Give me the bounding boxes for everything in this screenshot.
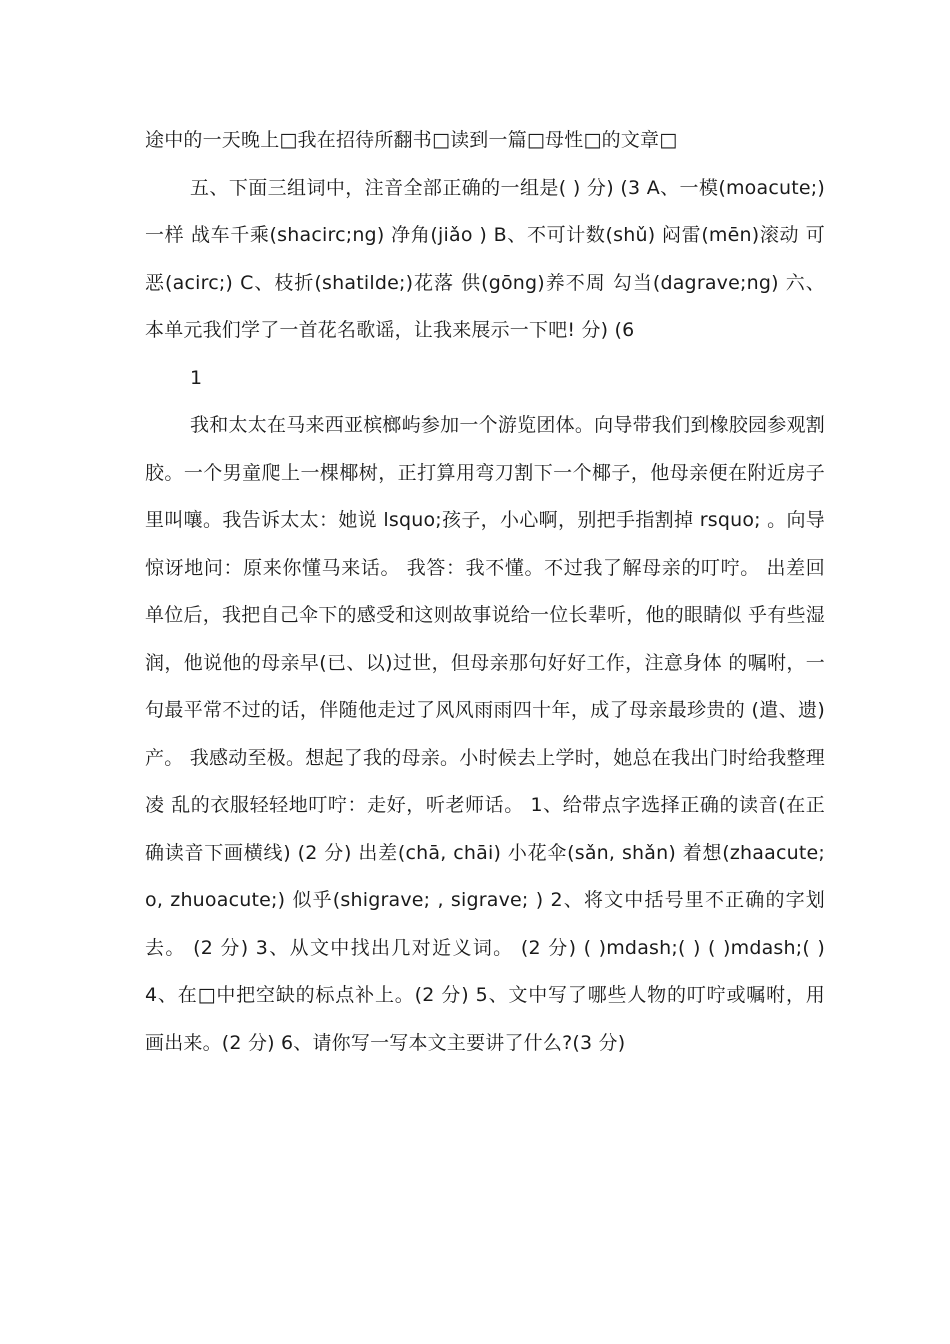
document-page	[145, 117, 825, 1067]
paragraph-reading-passage: 我和太太在马来西亚槟榔屿参加一个游览团体。向导带我们到橡胶园参观割胶。一个男童爬上一棵椰树，正打算用弯刀割下一个椰子，他母亲便在附近房子里叫嚷。我告诉太太：她说 lsquo;孩子，小心啊，别把手指割掉 rsquo; 。向导惊讶地问：原来你懂马来话。 我答：我不懂。不过我了解母亲的叮咛。 出差回单位后，我把自己伞下的感受和这则故事说给一位长辈听，他的眼睛似 乎有些湿润，他说他的母亲早(已、以)过世，但母亲那句好好工作，注意身体 的嘱咐，一句最平常不过的话，伴随他走过了风风雨雨四十年，成了母亲最珍贵的 (遣、遗)产。 我感动至极。想起了我的母亲。小时候去上学时，她总在我出门时给我整理凌 乱的衣服轻轻地叮咛：走好，听老师话。 1、给带点字选择正确的读音(在正确读音下画横线) (2 分) 出差(chā, chāi) 小花伞(sǎn, shǎn) 着想(zhaacute;o, zhuoacute;) 似乎(shigrave; , sigrave; ) 2、将文中括号里不正确的字划去。 (2 分) 3、从文中找出几对近义词。 (2 分) ( )mdash;( ) ( )mdash;( ) 4、在□中把空缺的标点补上。(2 分) 5、文中写了哪些人物的叮咛或嘱咐，用 画出来。(2 分) 6、请你写一写本文主要讲了什么?(3 分)	[145, 414, 825, 1054]
paragraph-number: 1	[190, 366, 203, 389]
paragraph-intro: 途中的一天晚上□我在招待所翻书□读到一篇□母性□的文章□	[145, 129, 678, 151]
paragraph-question-5: 五、下面三组词中，注音全部正确的一组是( ) 分) (3 A、一模(moacute;)一样 战车千乘(shacirc;ng) 净角(jiǎo ) B、不可计数(shǔ) 闷雷(mēn)滚动 可恶(acirc;) C、枝折(shatilde;)花落 供(gōng)养不周 勾当(dagrave;ng) 六、本单元我们学了一首花名歌谣，让我来展示一下吧! 分) (6	[145, 176, 825, 341]
